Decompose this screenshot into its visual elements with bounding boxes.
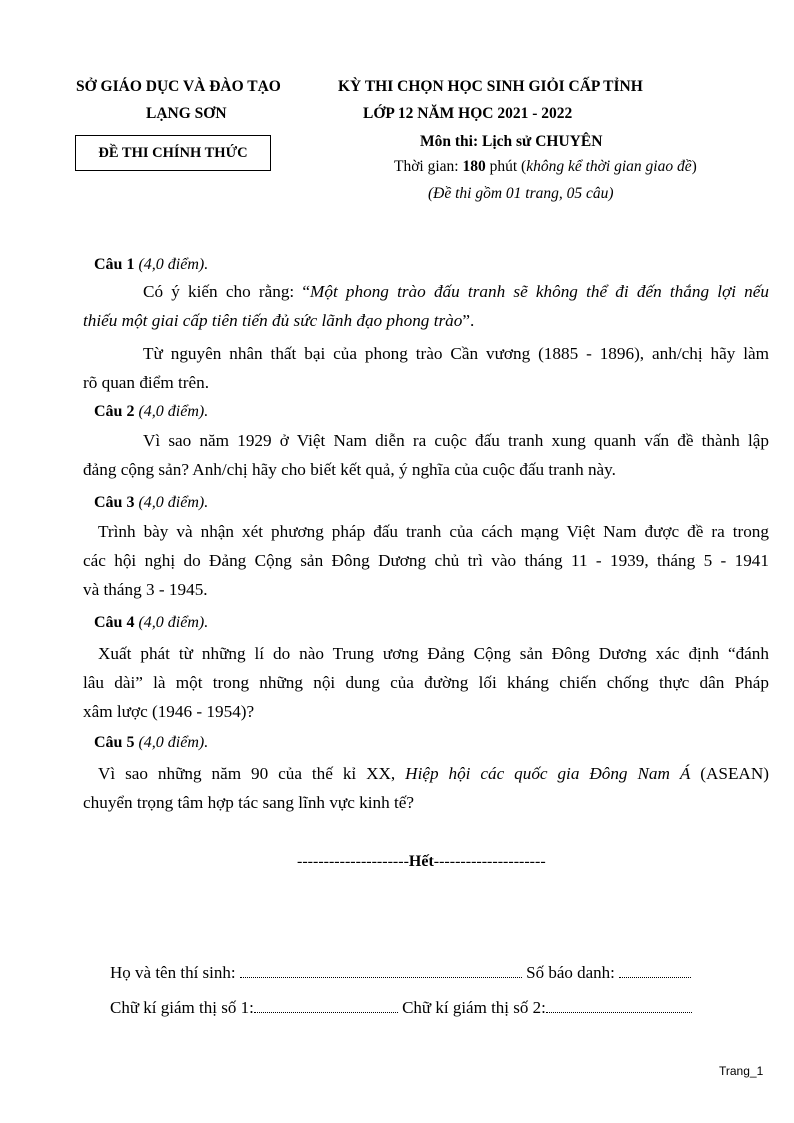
question-2-heading xyxy=(94,403,208,421)
pages-note: (Đề thi gồm 01 trang, 05 câu) xyxy=(428,185,614,202)
page-number: Trang_1 xyxy=(719,1064,764,1078)
question-3-heading xyxy=(94,494,208,512)
question-points: (4,0 điểm). xyxy=(138,614,209,631)
text-span: ”. xyxy=(462,311,475,330)
proctor-sign-row xyxy=(110,998,692,1018)
dashes-left: --------------------- xyxy=(297,853,409,870)
proctor-1-label: Chữ kí giám thị số 1: xyxy=(110,998,254,1017)
candidate-number-field[interactable] xyxy=(619,965,691,978)
text-line xyxy=(83,277,769,306)
candidate-name-label: Họ và tên thí sinh: xyxy=(110,963,236,982)
end-word: Hết xyxy=(408,853,434,870)
question-3-body xyxy=(83,517,769,604)
proctor-1-signature-field[interactable] xyxy=(254,1000,398,1013)
organization-name: Hiệp hội các quốc gia Đông Nam Á xyxy=(405,764,691,783)
exam-subject: Môn thi: Lịch sử CHUYÊN xyxy=(420,133,603,150)
question-label: Câu 1 xyxy=(94,256,135,273)
proctor-2-signature-field[interactable] xyxy=(546,1000,692,1013)
time-value: 180 xyxy=(462,158,486,175)
department-name: SỞ GIÁO DỤC VÀ ĐÀO TẠO xyxy=(76,78,281,95)
grade-year: LỚP 12 NĂM HỌC 2021 - 2022 xyxy=(363,105,573,122)
text-line: Trình bày và nhận xét phương pháp đấu tranh của cách mạng Việt Nam được đề ra trong xyxy=(98,522,769,541)
question-4-heading xyxy=(94,614,208,632)
text-line: lâu dài” là một trong những nội dung của đường lối kháng chiến chống thực dân Pháp xyxy=(83,673,769,692)
question-points: (4,0 điểm). xyxy=(138,494,209,511)
question-5-heading xyxy=(94,734,208,752)
time-note: không kể thời gian giao đề xyxy=(526,158,692,175)
candidate-name-field[interactable] xyxy=(240,965,522,978)
official-exam-box xyxy=(75,135,271,171)
text-span: (ASEAN) xyxy=(690,764,769,783)
quote-span: thiếu một giai cấp tiên tiến đủ sức lãnh đạo phong trào xyxy=(83,311,463,330)
time-prefix: Thời gian: xyxy=(394,158,463,175)
text-line: Từ nguyên nhân thất bại của phong trào Cần vương (1885 - 1896), anh/chị hãy làm xyxy=(143,344,769,363)
question-5-body xyxy=(83,759,769,817)
question-4-body xyxy=(83,639,769,726)
text-line: đảng cộng sản? Anh/chị hãy cho biết kết quả, ý nghĩa của cuộc đấu tranh này. xyxy=(83,460,616,479)
time-close: ) xyxy=(691,158,697,175)
question-points: (4,0 điểm). xyxy=(138,403,209,420)
time-unit: phút ( xyxy=(485,158,527,175)
quote-span: Một phong trào đấu tranh sẽ không thể đi đến thắng lợi nếu xyxy=(310,282,769,301)
question-1-body xyxy=(83,277,769,397)
province-name: LẠNG SƠN xyxy=(146,105,227,122)
question-1-heading xyxy=(94,256,208,274)
text-span: Có ý kiến cho rằng: “ xyxy=(143,282,311,301)
question-label: Câu 2 xyxy=(94,403,135,420)
text-line: và tháng 3 - 1945. xyxy=(83,580,208,599)
question-points: (4,0 điểm). xyxy=(138,256,209,273)
proctor-2-label: Chữ kí giám thị số 2: xyxy=(402,998,546,1017)
candidate-number-label: Số báo danh: xyxy=(526,963,615,982)
text-line: Vì sao năm 1929 ở Việt Nam diễn ra cuộc đấu tranh xung quanh vấn đề thành lập xyxy=(143,431,769,450)
text-line: Xuất phát từ những lí do nào Trung ương Đảng Cộng sản Đông Dương xác định “đánh xyxy=(98,644,769,663)
text-line: chuyển trọng tâm hợp tác sang lĩnh vực kinh tế? xyxy=(83,793,415,812)
exam-title: KỲ THI CHỌN HỌC SINH GIỎI CẤP TỈNH xyxy=(338,78,643,95)
exam-time xyxy=(394,158,697,176)
question-label: Câu 4 xyxy=(94,614,135,631)
question-label: Câu 3 xyxy=(94,494,135,511)
question-2-body xyxy=(83,426,769,484)
text-span: Vì sao những năm 90 của thế kỉ XX, xyxy=(98,764,406,783)
text-line: xâm lược (1946 - 1954)? xyxy=(83,702,255,721)
text-line xyxy=(83,306,769,335)
text-line: các hội nghị do Đảng Cộng sản Đông Dương chủ trì vào tháng 11 - 1939, tháng 5 - 1941 xyxy=(83,551,769,570)
candidate-info-row xyxy=(110,963,691,983)
text-line: rõ quan điểm trên. xyxy=(83,373,210,392)
question-label: Câu 5 xyxy=(94,734,135,751)
text-line xyxy=(83,759,769,788)
question-points: (4,0 điểm). xyxy=(138,734,209,751)
official-exam-label: ĐỀ THI CHÍNH THỨC xyxy=(98,144,248,161)
end-marker xyxy=(297,853,546,871)
dashes-right: --------------------- xyxy=(433,853,546,870)
